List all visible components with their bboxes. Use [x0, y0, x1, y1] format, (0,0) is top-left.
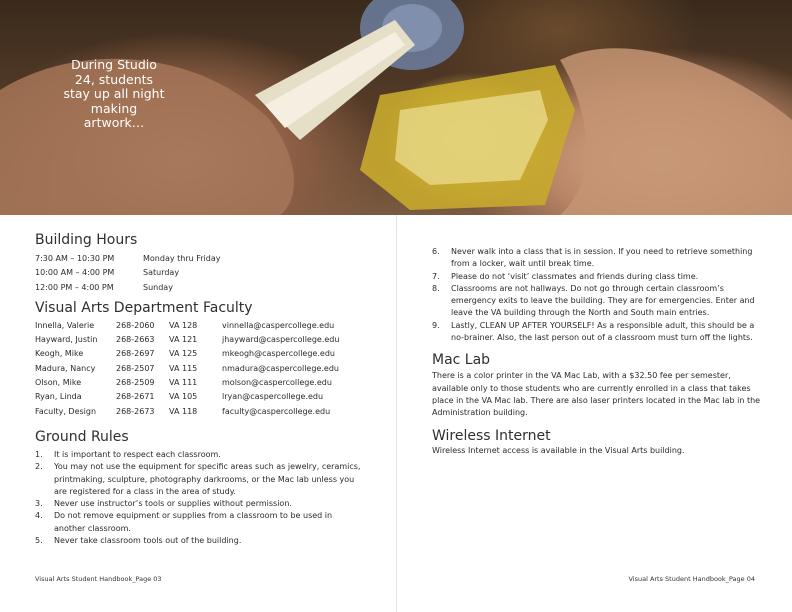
faculty-room: VA 115 [169, 363, 198, 373]
ground-rules-heading: Ground Rules [35, 428, 129, 445]
footer-right: Visual Arts Student Handbook_Page 04 [628, 575, 755, 583]
hours-days: Saturday [143, 268, 180, 278]
rule-text: Never take classroom tools out of the building. [54, 536, 242, 546]
faculty-table [35, 319, 375, 419]
faculty-heading: Visual Arts Department Faculty [35, 299, 253, 316]
rule-number: 9. [432, 320, 440, 330]
right-page [432, 246, 762, 457]
faculty-row [35, 347, 375, 361]
ground-rules-list-left [35, 449, 365, 547]
faculty-name: Olson, Mike [35, 378, 82, 388]
rule-text: Please do not ‘visit’ classmates and friends during class time. [451, 271, 699, 281]
rule-number: 3. [35, 499, 43, 509]
faculty-room: VA 121 [169, 335, 198, 345]
faculty-row [35, 405, 375, 419]
faculty-email[interactable]: jhayward@caspercollege.edu [222, 335, 340, 345]
faculty-room: VA 125 [169, 349, 198, 359]
faculty-name: Madura, Nancy [35, 363, 96, 373]
hours-row [35, 266, 375, 280]
rule-text: Never use instructor’s tools or supplies without permission. [54, 499, 292, 509]
faculty-phone: 268-2673 [116, 406, 155, 416]
faculty-email[interactable]: nmadura@caspercollege.edu [222, 363, 339, 373]
wireless-heading: Wireless Internet [432, 427, 551, 444]
faculty-row [35, 362, 375, 376]
faculty-row [35, 319, 375, 333]
wireless-text: Wireless Internet access is available in the Visual Arts building. [432, 445, 685, 455]
rule-item [35, 449, 365, 461]
hero-photo [0, 0, 792, 215]
hours-row [35, 281, 375, 295]
faculty-room: VA 118 [169, 406, 198, 416]
faculty-room: VA 111 [169, 378, 198, 388]
rule-text: Classrooms are not hallways. Do not go through certain classroom’s emergency exits to leave the building. They are for emergencies. Enter and leave the VA building through the North and South main entries. [451, 283, 755, 318]
rule-number: 1. [35, 449, 43, 459]
rule-text: You may not use the equipment for specific areas such as jewelry, ceramics, printmaking, sculpture, photography darkrooms, or the Mac lab unless you are registered for a class in the area of study. [54, 462, 361, 496]
rule-number: 8. [432, 283, 440, 293]
hours-time: 7:30 AM – 10:30 PM [35, 254, 115, 263]
rule-number: 6. [432, 247, 440, 256]
rule-number: 4. [35, 511, 43, 521]
rule-text: It is important to respect each classroom. [54, 449, 221, 459]
faculty-row [35, 390, 375, 404]
ground-rules-list-right [432, 246, 762, 344]
rule-number: 7. [432, 271, 440, 281]
rule-item [432, 283, 762, 320]
faculty-phone: 268-2697 [116, 349, 155, 359]
faculty-phone: 268-2509 [116, 378, 155, 388]
hours-time: 12:00 PM – 4:00 PM [35, 282, 114, 292]
faculty-phone: 268-2663 [116, 335, 155, 345]
faculty-name: Ryan, Linda [35, 392, 82, 402]
rule-item [432, 320, 762, 345]
page-divider [396, 215, 397, 612]
rule-item [35, 535, 365, 547]
faculty-email[interactable]: lryan@caspercollege.edu [222, 392, 324, 402]
faculty-phone: 268-2671 [116, 392, 155, 402]
faculty-email[interactable]: faculty@caspercollege.edu [222, 406, 331, 416]
faculty-room: VA 105 [169, 392, 198, 402]
left-page [35, 225, 375, 547]
faculty-name: Innella, Valerie [35, 320, 95, 330]
hours-row [35, 252, 375, 266]
mac-lab-text: There is a color printer in the VA Mac Lab, with a $32.50 fee per semester, available only to those students who are currently enrolled in a class that takes place in the VA Mac lab. There are also laser printers located in the Mac lab in the Administration building. [432, 371, 761, 418]
rule-item [35, 461, 365, 498]
hero-caption: During Studio 24, students stay up all night making artwork… [63, 57, 165, 130]
rule-item [432, 271, 762, 283]
rule-number: 2. [35, 462, 43, 472]
rule-text: Lastly, CLEAN UP AFTER YOURSELF! As a responsible adult, this should be a no-brainer. Also, the last person out of a classroom must turn off the lights. [451, 320, 755, 343]
faculty-email[interactable]: molson@caspercollege.edu [222, 378, 332, 388]
hours-days: Sunday [143, 282, 173, 292]
footer-left: Visual Arts Student Handbook_Page 03 [35, 575, 162, 583]
faculty-room: VA 128 [169, 320, 198, 330]
rule-text: Do not remove equipment or supplies from a classroom to be used in another classroom. [54, 511, 333, 533]
building-hours-table [35, 252, 375, 295]
hours-days: Monday thru Friday [143, 254, 221, 263]
faculty-phone: 268-2060 [116, 320, 155, 330]
rule-text: Never walk into a class that is in session. If you need to retrieve something from a locker, wait until break time. [451, 247, 753, 269]
faculty-name: Hayward, Justin [35, 335, 98, 345]
building-hours-heading: Building Hours [35, 232, 138, 248]
faculty-email[interactable]: mkeogh@caspercollege.edu [222, 349, 335, 359]
faculty-phone: 268-2507 [116, 363, 155, 373]
faculty-name: Faculty, Design [35, 406, 97, 416]
rule-item [35, 498, 365, 510]
rule-number: 5. [35, 536, 43, 546]
faculty-row [35, 376, 375, 390]
faculty-row [35, 333, 375, 347]
rule-item [432, 246, 762, 271]
faculty-email[interactable]: vinnella@caspercollege.edu [222, 320, 335, 330]
mac-lab-heading: Mac Lab [432, 352, 491, 369]
hours-time: 10:00 AM – 4:00 PM [35, 268, 115, 278]
rule-item [35, 510, 365, 535]
faculty-name: Keogh, Mike [35, 349, 84, 359]
